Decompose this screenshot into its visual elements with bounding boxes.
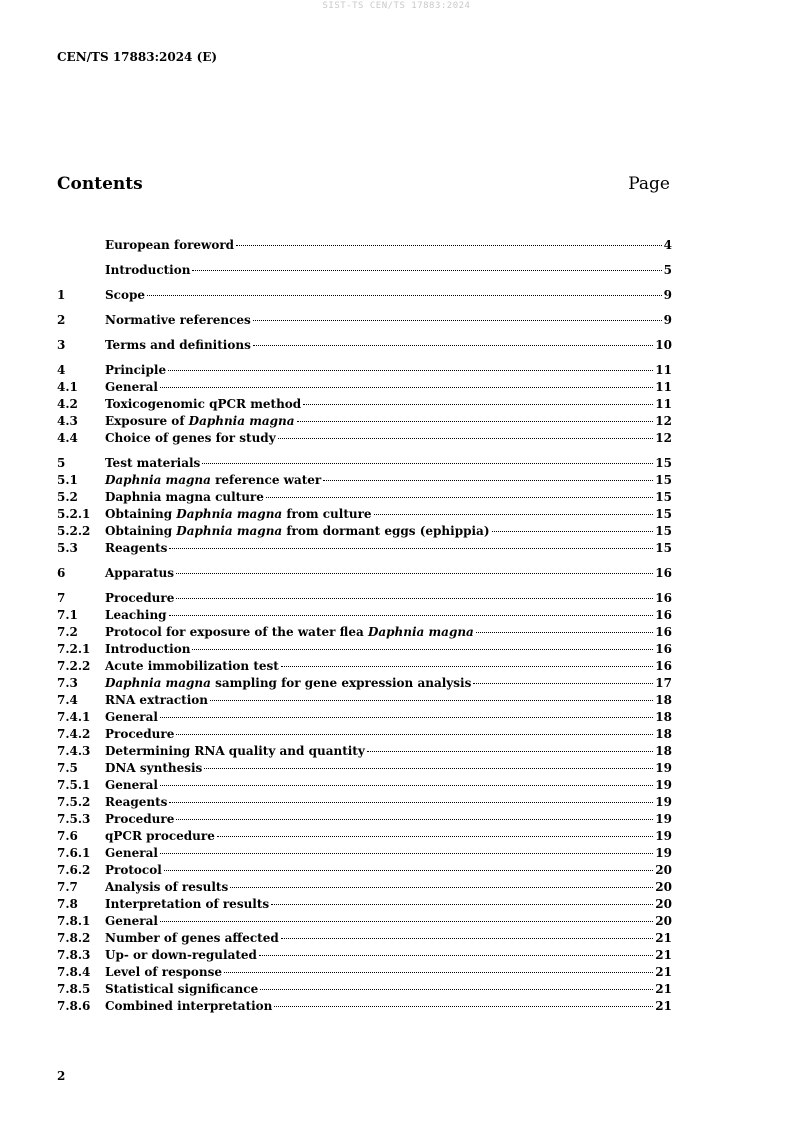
toc-entry[interactable]: [57, 624, 672, 641]
toc-entry-title-it: Daphnia magna: [367, 625, 474, 639]
toc-entry-title-pre: Reagents: [105, 541, 168, 555]
toc-entry-title: [105, 523, 490, 540]
toc-entry-title: [105, 930, 279, 947]
dot-leader: [164, 869, 654, 871]
dot-leader: [204, 767, 653, 769]
toc-entry-title-it: Daphnia magna: [176, 507, 283, 521]
toc-entry-number: 4: [57, 363, 66, 377]
toc-entry-title-pre: Toxicogenomic qPCR method: [105, 397, 302, 411]
toc-entry-title: [105, 489, 264, 506]
page-column-label: Page: [628, 174, 670, 194]
toc-entry[interactable]: [57, 743, 672, 760]
toc-entry[interactable]: [57, 590, 672, 607]
toc-entry-number: 4.3: [57, 414, 78, 428]
toc-entry-number: 1: [57, 288, 66, 302]
toc-entry-number: 7.8.5: [57, 982, 91, 996]
toc-entry-title-it: Daphnia magna: [176, 524, 283, 538]
toc-entry-title-pre: Terms and definitions: [105, 338, 251, 352]
dot-leader: [168, 369, 653, 371]
dot-leader: [367, 750, 653, 752]
toc-entry-page: 11: [655, 380, 672, 394]
toc-entry-number: 7.8.6: [57, 999, 91, 1013]
toc-entry-title-pre: Test materials: [105, 456, 201, 470]
dot-leader: [281, 937, 654, 939]
dot-leader: [297, 420, 654, 422]
toc-entry[interactable]: [57, 845, 672, 862]
toc-entry-number: 7.4.2: [57, 727, 91, 741]
dot-leader: [224, 971, 653, 973]
dot-leader: [374, 513, 654, 515]
toc-entry[interactable]: [57, 472, 672, 489]
toc-entry-title: [105, 726, 174, 743]
toc-entry-number: 7.5: [57, 761, 78, 775]
toc-entry[interactable]: [57, 811, 672, 828]
toc-entry-title: [105, 675, 471, 692]
toc-entry-number: 7.1: [57, 608, 78, 622]
toc-entry-title-pre: Procedure: [105, 591, 175, 605]
toc-entry-title: [105, 237, 234, 254]
dot-leader: [176, 818, 653, 820]
toc-entry-title: [105, 312, 251, 329]
toc-entry-title: [105, 472, 321, 489]
toc-entry[interactable]: [57, 998, 672, 1015]
toc-entry-title-pre: RNA extraction: [105, 693, 208, 707]
toc-entry-page: 12: [655, 431, 672, 445]
dot-leader: [217, 835, 653, 837]
toc-entry-number: 7.3: [57, 676, 78, 690]
toc-entry[interactable]: [57, 312, 672, 329]
toc-entry[interactable]: [57, 506, 672, 523]
toc-entry-title-pre: Reagents: [105, 795, 168, 809]
toc-entry-page: 20: [655, 880, 672, 894]
toc-entry-title-pre: General: [105, 914, 158, 928]
table-of-contents: [57, 237, 672, 1015]
toc-entry[interactable]: [57, 760, 672, 777]
toc-entry-page: 20: [655, 897, 672, 911]
page-number: 2: [57, 1069, 66, 1083]
dot-leader: [192, 648, 653, 650]
toc-entry-page: 11: [655, 397, 672, 411]
toc-entry-number: 7.8.4: [57, 965, 91, 979]
toc-entry-page: 16: [655, 659, 672, 673]
toc-entry-number: 5.2.2: [57, 524, 91, 538]
toc-entry-title: [105, 947, 257, 964]
toc-entry-number: 5.1: [57, 473, 78, 487]
toc-entry-title-post: from dormant eggs (ephippia): [282, 524, 490, 538]
toc-entry-title: [105, 362, 166, 379]
toc-entry-page: 18: [655, 710, 672, 724]
toc-entry-page: 15: [655, 456, 672, 470]
toc-entry-number: 4.4: [57, 431, 78, 445]
toc-entry[interactable]: [57, 658, 672, 675]
toc-entry[interactable]: [57, 964, 672, 981]
toc-entry-title: [105, 692, 208, 709]
toc-entry-page: 15: [655, 541, 672, 555]
toc-entry-title: [105, 794, 167, 811]
toc-entry-number: 5.2.1: [57, 507, 91, 521]
dot-leader: [274, 1005, 653, 1007]
toc-entry-page: 21: [655, 931, 672, 945]
toc-entry-page: 20: [655, 914, 672, 928]
toc-entry-title: [105, 565, 174, 582]
toc-entry-title-pre: Apparatus: [105, 566, 174, 580]
toc-entry-title: [105, 811, 174, 828]
watermark: SIST-TS CEN/TS 17883:2024: [322, 1, 471, 11]
toc-entry[interactable]: [57, 947, 672, 964]
toc-entry-title-pre: Scope: [105, 288, 146, 302]
dot-leader: [253, 319, 662, 321]
dot-leader: [476, 631, 653, 633]
toc-entry-page: 18: [655, 727, 672, 741]
toc-entry[interactable]: [57, 981, 672, 998]
toc-entry[interactable]: [57, 455, 672, 472]
toc-entry[interactable]: [57, 675, 672, 692]
toc-entry[interactable]: [57, 430, 672, 447]
toc-entry-title-pre: Choice of genes for study: [105, 431, 276, 445]
toc-entry-number: 7.4.3: [57, 744, 91, 758]
toc-entry-number: 7.8.3: [57, 948, 91, 962]
toc-entry[interactable]: [57, 896, 672, 913]
dot-leader: [278, 437, 654, 439]
toc-entry-page: 16: [655, 608, 672, 622]
toc-entry-page: 16: [655, 642, 672, 656]
toc-entry-title-it: Daphnia magna: [188, 414, 295, 428]
toc-entry-title: [105, 287, 145, 304]
toc-entry-title: [105, 590, 174, 607]
dot-leader: [160, 852, 653, 854]
dot-leader: [169, 547, 653, 549]
toc-entry-page: 19: [655, 761, 672, 775]
toc-entry-number: 7.6.2: [57, 863, 91, 877]
toc-entry-title-pre: Daphnia magna culture: [105, 490, 264, 504]
toc-entry-number: 7.5.1: [57, 778, 91, 792]
dot-leader: [281, 665, 654, 667]
toc-entry-page: 18: [655, 693, 672, 707]
toc-entry-title-it: Daphnia magna: [105, 473, 211, 487]
toc-entry-page: 21: [655, 948, 672, 962]
toc-entry-title: [105, 413, 295, 430]
toc-entry-title: [105, 455, 200, 472]
toc-entry-number: 6: [57, 566, 66, 580]
toc-entry-page: 9: [663, 313, 672, 327]
toc-entry[interactable]: [57, 641, 672, 658]
toc-entry-title-pre: Analysis of results: [105, 880, 229, 894]
dot-leader: [160, 784, 653, 786]
toc-entry-title: [105, 262, 190, 279]
toc-entry[interactable]: [57, 828, 672, 845]
toc-entry-title-pre: Procedure: [105, 727, 175, 741]
toc-entry[interactable]: [57, 607, 672, 624]
toc-entry-title-it: Daphnia magna: [105, 676, 211, 690]
toc-entry-number: 7.5.3: [57, 812, 91, 826]
toc-entry-page: 12: [655, 414, 672, 428]
toc-entry[interactable]: [57, 879, 672, 896]
contents-heading: Contents: [57, 174, 143, 194]
toc-entry-title-pre: Determining RNA quality and quantity: [105, 744, 365, 758]
dot-leader: [176, 733, 653, 735]
toc-entry-title: [105, 658, 279, 675]
toc-entry[interactable]: [57, 862, 672, 879]
toc-entry-title-pre: General: [105, 778, 158, 792]
dot-leader: [303, 403, 653, 405]
toc-entry-page: 19: [655, 829, 672, 843]
dot-leader: [266, 496, 653, 498]
toc-entry-title: [105, 862, 162, 879]
toc-entry[interactable]: [57, 540, 672, 557]
dot-leader: [160, 716, 653, 718]
toc-entry-number: 7: [57, 591, 66, 605]
toc-entry-title-pre: Procedure: [105, 812, 175, 826]
toc-entry-number: 4.1: [57, 380, 78, 394]
toc-entry-title-pre: Exposure of: [105, 414, 189, 428]
toc-entry[interactable]: [57, 362, 672, 379]
toc-entry-number: 7.6: [57, 829, 78, 843]
toc-entry-number: 7.4.1: [57, 710, 91, 724]
toc-entry[interactable]: [57, 709, 672, 726]
toc-entry-title-pre: Principle: [105, 363, 167, 377]
toc-entry-title-pre: Obtaining: [105, 507, 177, 521]
toc-entry-title: [105, 540, 167, 557]
toc-entry[interactable]: [57, 692, 672, 709]
toc-entry-title: [105, 709, 158, 726]
toc-entry-title-pre: DNA synthesis: [105, 761, 203, 775]
toc-entry-page: 19: [655, 812, 672, 826]
toc-entry-title: [105, 981, 258, 998]
toc-entry-page: 21: [655, 965, 672, 979]
toc-entry-page: 19: [655, 846, 672, 860]
dot-leader: [260, 988, 653, 990]
toc-entry-page: 20: [655, 863, 672, 877]
toc-entry-title: [105, 641, 190, 658]
toc-entry[interactable]: [57, 396, 672, 413]
toc-entry-title: [105, 607, 167, 624]
dot-leader: [253, 344, 653, 346]
dot-leader: [473, 682, 653, 684]
toc-entry[interactable]: [57, 523, 672, 540]
toc-entry-number: 7.4: [57, 693, 78, 707]
toc-entry-number: 5.2: [57, 490, 78, 504]
dot-leader: [271, 903, 653, 905]
dot-leader: [169, 801, 653, 803]
toc-entry-title-pre: General: [105, 380, 158, 394]
toc-entry-page: 11: [655, 363, 672, 377]
dot-leader: [160, 386, 653, 388]
toc-entry-title-pre: Combined interpretation: [105, 999, 273, 1013]
toc-entry[interactable]: [57, 777, 672, 794]
toc-entry-page: 17: [655, 676, 672, 690]
toc-entry-title: [105, 743, 365, 760]
toc-entry-page: 15: [655, 473, 672, 487]
toc-entry-title-pre: General: [105, 846, 158, 860]
toc-entry[interactable]: [57, 262, 672, 279]
dot-leader: [192, 269, 661, 271]
toc-entry-title-pre: Statistical significance: [105, 982, 259, 996]
toc-entry-page: 10: [655, 338, 672, 352]
dot-leader: [169, 614, 654, 616]
dot-leader: [210, 699, 653, 701]
toc-entry-title-pre: General: [105, 710, 158, 724]
dot-leader: [176, 597, 653, 599]
toc-entry-title-pre: Protocol: [105, 863, 162, 877]
toc-entry-number: 5: [57, 456, 66, 470]
dot-leader: [147, 294, 662, 296]
dot-leader: [202, 462, 653, 464]
toc-entry-title: [105, 879, 228, 896]
toc-entry-title: [105, 845, 158, 862]
toc-entry-number: 7.8.1: [57, 914, 91, 928]
toc-entry-page: 16: [655, 591, 672, 605]
toc-entry-title-post: from culture: [282, 507, 372, 521]
toc-entry-title: [105, 430, 276, 447]
toc-entry-title-post: sampling for gene expression analysis: [210, 676, 472, 690]
toc-entry-page: 21: [655, 982, 672, 996]
toc-entry-title-pre: Normative references: [105, 313, 251, 327]
toc-entry[interactable]: [57, 726, 672, 743]
toc-entry-title-pre: Number of genes affected: [105, 931, 279, 945]
toc-entry-title-pre: Acute immobilization test: [105, 659, 279, 673]
toc-entry-page: 18: [655, 744, 672, 758]
toc-entry-title: [105, 760, 202, 777]
toc-entry-title: [105, 777, 158, 794]
toc-entry[interactable]: [57, 930, 672, 947]
toc-entry-title-pre: Interpretation of results: [105, 897, 270, 911]
toc-entry[interactable]: [57, 237, 672, 254]
dot-leader: [236, 244, 662, 246]
toc-entry-number: 3: [57, 338, 66, 352]
toc-entry-title-post: reference water: [210, 473, 322, 487]
toc-entry-page: 4: [663, 238, 672, 252]
toc-entry-page: 19: [655, 795, 672, 809]
toc-entry-number: 7.2: [57, 625, 78, 639]
dot-leader: [176, 572, 653, 574]
toc-entry-title: [105, 624, 474, 641]
toc-entry[interactable]: [57, 565, 672, 582]
toc-entry-title: [105, 379, 158, 396]
toc-entry-title-pre: Obtaining: [105, 524, 177, 538]
toc-entry-page: 15: [655, 490, 672, 504]
toc-entry[interactable]: [57, 379, 672, 396]
toc-entry-title-pre: Leaching: [105, 608, 167, 622]
toc-entry-number: 7.5.2: [57, 795, 91, 809]
toc-entry-number: 7.6.1: [57, 846, 91, 860]
toc-entry-page: 16: [655, 625, 672, 639]
toc-entry-title: [105, 896, 269, 913]
toc-entry[interactable]: [57, 489, 672, 506]
toc-entry-title-pre: Introduction: [105, 263, 191, 277]
toc-entry-number: 7.2.1: [57, 642, 91, 656]
toc-entry[interactable]: [57, 337, 672, 354]
toc-entry[interactable]: [57, 287, 672, 304]
dot-leader: [492, 530, 654, 532]
toc-entry-title-pre: Level of response: [105, 965, 222, 979]
toc-entry-title: [105, 396, 301, 413]
toc-entry-page: 9: [663, 288, 672, 302]
toc-entry-title: [105, 964, 222, 981]
toc-entry-page: 21: [655, 999, 672, 1013]
toc-entry-title-pre: Introduction: [105, 642, 191, 656]
toc-entry-page: 15: [655, 524, 672, 538]
document-id: CEN/TS 17883:2024 (E): [57, 50, 218, 64]
toc-entry-page: 16: [655, 566, 672, 580]
toc-entry-number: 4.2: [57, 397, 78, 411]
toc-entry-title: [105, 337, 251, 354]
dot-leader: [259, 954, 653, 956]
dot-leader: [160, 920, 653, 922]
toc-entry[interactable]: [57, 913, 672, 930]
toc-entry-number: 7.7: [57, 880, 78, 894]
toc-entry-number: 2: [57, 313, 66, 327]
toc-entry-title-pre: Up- or down-regulated: [105, 948, 257, 962]
dot-leader: [323, 479, 653, 481]
toc-entry-title: [105, 828, 215, 845]
toc-entry-title: [105, 506, 372, 523]
toc-entry-number: 5.3: [57, 541, 78, 555]
toc-entry-page: 15: [655, 507, 672, 521]
toc-entry-page: 5: [663, 263, 672, 277]
toc-entry-title-pre: European foreword: [105, 238, 235, 252]
toc-entry-title-pre: qPCR procedure: [105, 829, 215, 843]
toc-entry-number: 7.8: [57, 897, 78, 911]
toc-entry-title: [105, 998, 272, 1015]
toc-entry-title: [105, 913, 158, 930]
toc-entry-title-pre: Protocol for exposure of the water flea: [105, 625, 368, 639]
toc-entry-number: 7.8.2: [57, 931, 91, 945]
dot-leader: [230, 886, 653, 888]
toc-entry-page: 19: [655, 778, 672, 792]
toc-entry[interactable]: [57, 794, 672, 811]
toc-entry-number: 7.2.2: [57, 659, 91, 673]
toc-entry[interactable]: [57, 413, 672, 430]
